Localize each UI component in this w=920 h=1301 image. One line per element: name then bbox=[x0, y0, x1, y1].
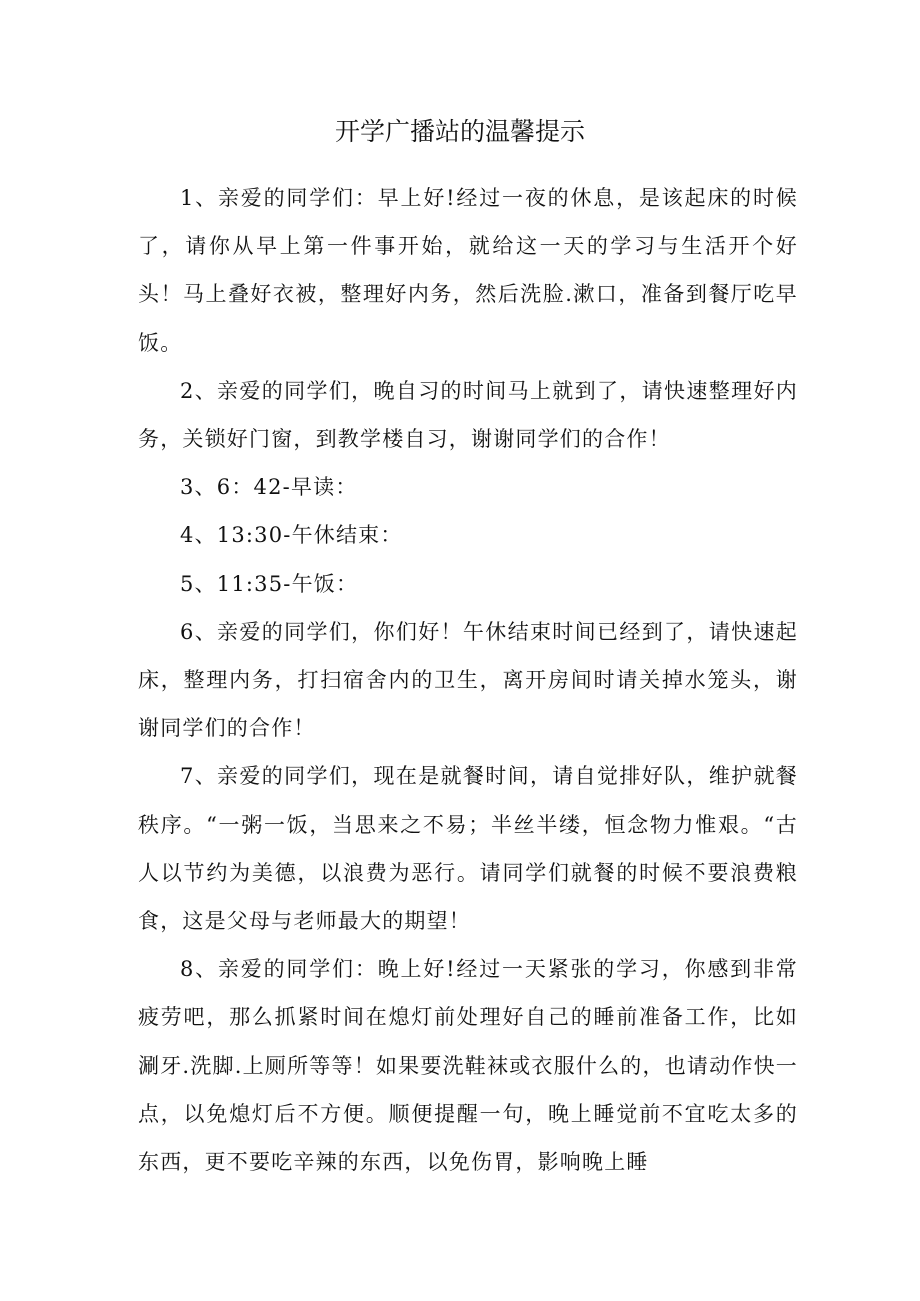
paragraph-1: 1、亲爱的同学们：早上好!经过一夜的休息，是该起床的时候了，请你从早上第一件事开始，就给这一天的学习与生活开个好头！马上叠好衣被，整理好内务，然后洗脸.漱口，准备到餐厅吃早饭。 bbox=[138, 186, 798, 355]
paragraph-7: 7、亲爱的同学们，现在是就餐时间，请自觉排好队，维护就餐秩序。“一粥一饭，当思来之不易；半丝半缕，恒念物力惟艰。“古人以节约为美德，以浪费为恶行。请同学们就餐的时候不要浪费粮食，这是父母与老师最大的期望！ bbox=[138, 764, 798, 934]
paragraph-4: 4、13:30-午休结束： bbox=[180, 523, 403, 548]
paragraph-2: 2、亲爱的同学们，晚自习的时间马上就到了，请快速整理好内务，关锁好门窗，到教学楼自习，谢谢同学们的合作！ bbox=[138, 378, 798, 452]
paragraph-5: 5、11:35-午饭： bbox=[180, 571, 359, 596]
document-body bbox=[138, 174, 798, 1186]
paragraph-8: 8、亲爱的同学们：晚上好!经过一天紧张的学习，你感到非常疲劳吧，那么抓紧时间在熄灯前处理好自己的睡前准备工作，比如涮牙.洗脚.上厕所等等！如果要洗鞋袜或衣服什么的，也请动作快一点，以免熄灯后不方便。顺便提醒一句，晚上睡觉前不宜吃太多的东西，更不要吃辛辣的东西，以免伤胃，影响晚上睡 bbox=[138, 957, 798, 1175]
paragraph-3: 3、6：42-早读： bbox=[180, 475, 358, 500]
paragraph-6: 6、亲爱的同学们，你们好！午休结束时间已经到了，请快速起床，整理内务，打扫宿舍内的卫生，离开房间时请关掉水笼头，谢谢同学们的合作！ bbox=[138, 619, 798, 741]
document-title: 开学广播站的温馨提示 bbox=[334, 117, 585, 146]
